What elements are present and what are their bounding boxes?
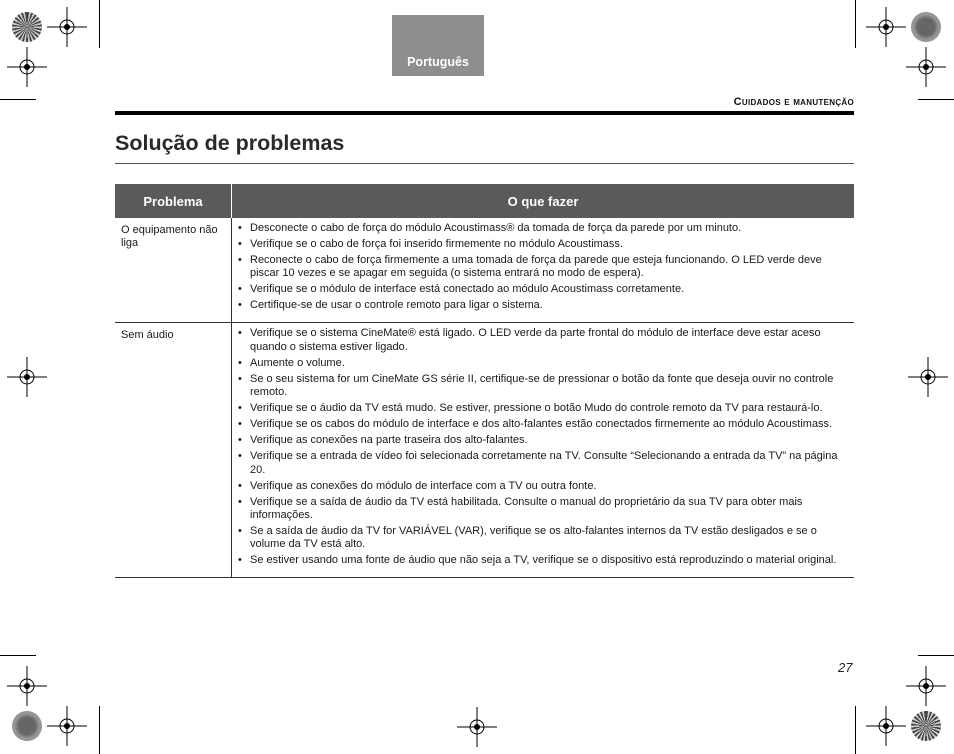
crop-line <box>918 99 954 100</box>
table-row <box>115 323 854 578</box>
crop-line <box>0 655 36 656</box>
list-item: • Verifique se a saída de áudio da TV está habilitada. Consulte o manual do proprietário da sua TV para obter mais informações. <box>236 496 846 523</box>
crop-line <box>0 99 36 100</box>
list-item: • Verifique se o sistema CineMate® está ligado. O LED verde da parte frontal do módulo de interface deve estar aceso quando o sistema estiver ligado. <box>236 327 846 354</box>
list-item: • Verifique as conexões do módulo de interface com a TV ou outra fonte. <box>236 480 846 493</box>
page-title: Solução de problemas <box>115 131 345 155</box>
list-item: • Verifique as conexões na parte traseira dos alto-falantes. <box>236 434 846 447</box>
troubleshooting-table <box>115 184 854 578</box>
crop-line <box>99 0 100 48</box>
fix-list <box>236 327 846 567</box>
list-item: • Se a saída de áudio da TV for VARIÁVEL (VAR), verifique se os alto-falantes internos da TV estão desligados e se o volume da TV está alto. <box>236 525 846 552</box>
list-item: • Desconecte o cabo de força do módulo Acoustimass® da tomada de força da parede por um minuto. <box>236 222 846 235</box>
fix-list <box>236 222 846 313</box>
table-header-row <box>115 184 854 218</box>
language-tab <box>392 15 484 76</box>
list-item: • Verifique se o cabo de força foi inserido firmemente no módulo Acoustimass. <box>236 238 846 251</box>
list-item: • Verifique se os cabos do módulo de interface e dos alto-falantes estão conectados firmemente ao módulo Acoustimass. <box>236 418 846 431</box>
fix-cell <box>232 323 855 578</box>
list-item: • Verifique se a entrada de vídeo foi selecionada corretamente na TV. Consulte “Selecionando a entrada da TV” na página 20. <box>236 450 846 477</box>
list-item: • Aumente o volume. <box>236 357 846 370</box>
list-item: • Se estiver usando uma fonte de áudio que não seja a TV, verifique se o dispositivo está reproduzindo o material original. <box>236 554 846 567</box>
registration-mark-top-right <box>911 12 941 42</box>
registration-mark-top-left <box>12 12 42 42</box>
header-rule <box>115 111 854 115</box>
crop-line <box>855 706 856 754</box>
list-item: • Se o seu sistema for um CineMate GS série II, certifique-se de pressionar o botão da fonte que deseja ouvir no controle remoto. <box>236 373 846 400</box>
section-header: Cuidados e manutenção <box>733 96 854 108</box>
crop-line <box>918 655 954 656</box>
page-number: 27 <box>838 660 853 675</box>
table-row <box>115 218 854 323</box>
fix-cell <box>232 218 855 323</box>
problem-cell: O equipamento não liga <box>115 218 232 323</box>
column-header-fix: O que fazer <box>232 184 855 218</box>
crop-line <box>99 706 100 754</box>
list-item: • Certifique-se de usar o controle remoto para ligar o sistema. <box>236 299 846 312</box>
crop-line <box>855 0 856 48</box>
column-header-problem: Problema <box>115 184 232 218</box>
title-rule <box>115 163 854 164</box>
list-item: • Reconecte o cabo de força firmemente a uma tomada de força da parede que esteja funcionando. O LED verde deve piscar 10 vezes e se apagar em seguida (o sistema entrará no modo de espera). <box>236 254 846 281</box>
problem-cell: Sem áudio <box>115 323 232 578</box>
registration-mark-bottom-right <box>911 711 941 741</box>
list-item: • Verifique se o módulo de interface está conectado ao módulo Acoustimass corretamente. <box>236 283 846 296</box>
list-item: • Verifique se o áudio da TV está mudo. Se estiver, pressione o botão Mudo do controle remoto da TV para restaurá-lo. <box>236 402 846 415</box>
registration-mark-bottom-left <box>12 711 42 741</box>
language-tab-label: Português <box>407 55 469 69</box>
